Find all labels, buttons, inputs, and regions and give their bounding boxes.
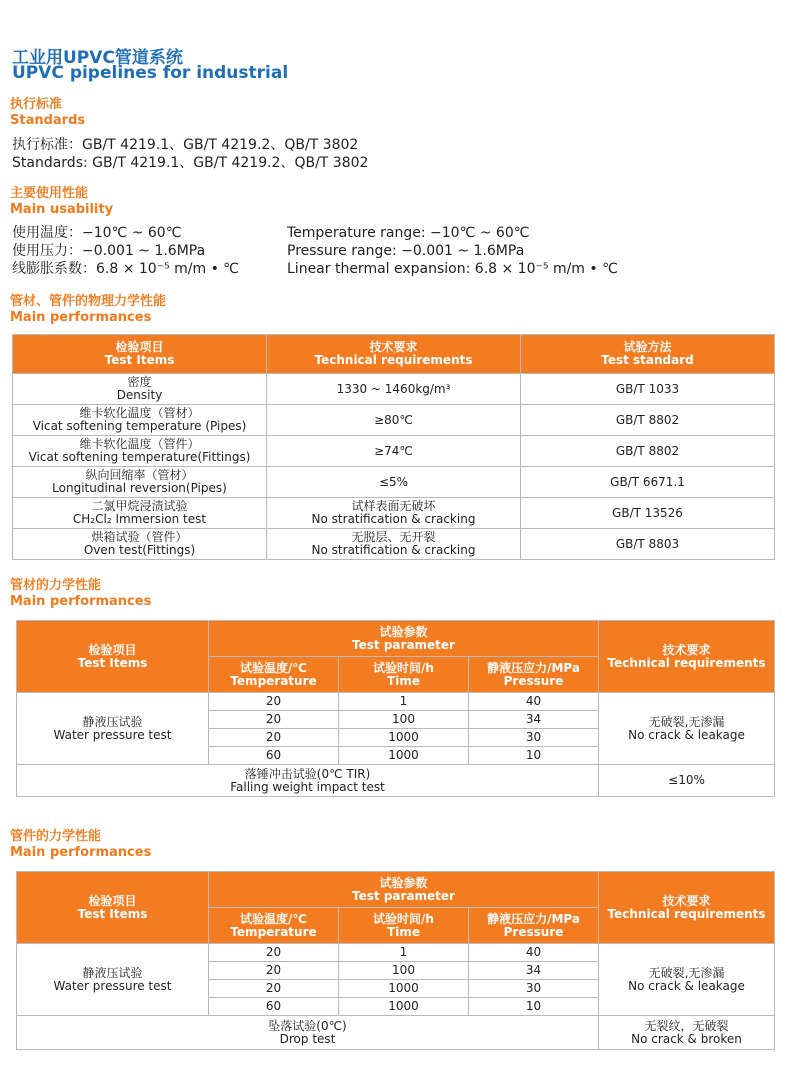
page-title-en: UPVC pipelines for industrial [12, 63, 289, 83]
header-temperature: 试验温度/℃ Temperature [209, 908, 339, 944]
table-row [17, 693, 775, 711]
standard-cell: GB/T 6671.1 [521, 467, 775, 498]
usability-right-0: Temperature range: −10℃ ~ 60℃ [287, 225, 530, 241]
pipes-heading-en: Main performances [10, 594, 152, 609]
time-cell: 100 [339, 962, 469, 980]
item-cell: 烘箱试验（管件） Oven test(Fittings) [13, 529, 267, 560]
page-title-cn: 工业用UPVC管道系统 [12, 48, 183, 68]
requirement-cell: 无破裂,无渗漏 No crack & leakage [599, 944, 775, 1016]
table-header-row [17, 872, 775, 908]
time-cell: 1 [339, 944, 469, 962]
table-row [13, 405, 775, 436]
item-cell: 纵向回缩率（管材） Longitudinal reversion(Pipes) [13, 467, 267, 498]
fittings-heading-en: Main performances [10, 845, 152, 860]
physical-heading-en: Main performances [10, 310, 152, 325]
water-pressure-test-cell: 静液压试验 Water pressure test [17, 693, 209, 765]
requirement-cell: 1330 ~ 1460kg/m³ [267, 374, 521, 405]
header-test-parameter: 试验参数 Test parameter [209, 621, 599, 657]
drop-test-cell: 坠落试验(0℃) Drop test [17, 1016, 599, 1050]
pressure-cell: 10 [469, 998, 599, 1016]
header-test-items: 检验项目 Test Items [17, 872, 209, 944]
requirement-cell: ≤5% [267, 467, 521, 498]
usability-left-2: 线膨胀系数：6.8 × 10⁻⁵ m/m • ℃ [12, 261, 240, 277]
usability-right-2: Linear thermal expansion: 6.8 × 10⁻⁵ m/m • ℃ [287, 261, 618, 277]
usability-left-0: 使用温度：−10℃ ~ 60℃ [12, 225, 182, 241]
time-cell: 1000 [339, 980, 469, 998]
usability-left-1: 使用压力：−0.001 ~ 1.6MPa [12, 243, 206, 259]
time-cell: 1000 [339, 747, 469, 765]
usability-right-1: Pressure range: −0.001 ~ 1.6MPa [287, 243, 525, 259]
temperature-cell: 20 [209, 711, 339, 729]
table-row [17, 765, 775, 797]
time-cell: 1 [339, 693, 469, 711]
item-cell: 维卡软化温度（管件） Vicat softening temperature(Fittings) [13, 436, 267, 467]
time-cell: 1000 [339, 729, 469, 747]
physical-table [12, 334, 775, 560]
table-header-row [17, 621, 775, 657]
standards-line-cn: 执行标准：GB/T 4219.1、GB/T 4219.2、QB/T 3802 [12, 137, 359, 153]
physical-heading [10, 294, 166, 326]
header-pressure: 静液压应力/MPa Pressure [469, 657, 599, 693]
standards-heading [10, 97, 85, 129]
requirement-cell: ≥80℃ [267, 405, 521, 436]
standards-heading-cn: 执行标准 [10, 97, 63, 112]
requirement-cell: ≥74℃ [267, 436, 521, 467]
requirement-cell: 无裂纹，无破裂 No crack & broken [599, 1016, 775, 1050]
fittings-heading [10, 829, 151, 861]
water-pressure-test-cell: 静液压试验 Water pressure test [17, 944, 209, 1016]
table-row [17, 944, 775, 962]
header-temperature: 试验温度/℃ Temperature [209, 657, 339, 693]
temperature-cell: 20 [209, 729, 339, 747]
pressure-cell: 40 [469, 693, 599, 711]
table-row [13, 374, 775, 405]
table-row [13, 436, 775, 467]
temperature-cell: 20 [209, 980, 339, 998]
fittings-table [16, 871, 775, 1050]
temperature-cell: 20 [209, 962, 339, 980]
falling-weight-test-cell: 落锤冲击试验(0℃ TIR) Falling weight impact test [17, 765, 599, 797]
header-time: 试验时间/h Time [339, 657, 469, 693]
header-test-items: 检验项目 Test Items [13, 335, 267, 374]
usability-heading-en: Main usability [10, 202, 114, 217]
pressure-cell: 10 [469, 747, 599, 765]
pressure-cell: 30 [469, 729, 599, 747]
temperature-cell: 60 [209, 747, 339, 765]
header-technical-requirements: 技术要求 Technical requirements [599, 621, 775, 693]
temperature-cell: 20 [209, 944, 339, 962]
usability-heading-cn: 主要使用性能 [10, 186, 89, 201]
standard-cell: GB/T 8802 [521, 405, 775, 436]
pipes-heading [10, 578, 151, 610]
table-row [17, 1016, 775, 1050]
temperature-cell: 60 [209, 998, 339, 1016]
header-test-parameter: 试验参数 Test parameter [209, 872, 599, 908]
header-test-items: 检验项目 Test Items [17, 621, 209, 693]
table-row [13, 529, 775, 560]
header-test-standard: 试验方法 Test standard [521, 335, 775, 374]
header-pressure: 静液压应力/MPa Pressure [469, 908, 599, 944]
pressure-cell: 34 [469, 962, 599, 980]
fittings-heading-cn: 管件的力学性能 [10, 829, 102, 844]
standard-cell: GB/T 13526 [521, 498, 775, 529]
pressure-cell: 40 [469, 944, 599, 962]
time-cell: 100 [339, 711, 469, 729]
requirement-cell: 无破裂,无渗漏 No crack & leakage [599, 693, 775, 765]
requirement-cell: 试样表面无破坏 No stratification & cracking [267, 498, 521, 529]
requirement-cell: 无脱层、无开裂 No stratification & cracking [267, 529, 521, 560]
pipes-table [16, 620, 775, 797]
header-time: 试验时间/h Time [339, 908, 469, 944]
header-technical-requirements: 技术要求 Technical requirements [267, 335, 521, 374]
table-header-row [13, 335, 775, 374]
standards-line-en: Standards: GB/T 4219.1、GB/T 4219.2、QB/T 3802 [12, 155, 369, 171]
temperature-cell: 20 [209, 693, 339, 711]
physical-heading-cn: 管材、管件的物理力学性能 [10, 294, 167, 309]
pipes-heading-cn: 管材的力学性能 [10, 578, 102, 593]
requirement-cell: ≤10% [599, 765, 775, 797]
standard-cell: GB/T 8803 [521, 529, 775, 560]
table-row [13, 467, 775, 498]
header-technical-requirements: 技术要求 Technical requirements [599, 872, 775, 944]
time-cell: 1000 [339, 998, 469, 1016]
item-cell: 二氯甲烷浸渍试验 CH₂Cl₂ Immersion test [13, 498, 267, 529]
item-cell: 维卡软化温度（管材） Vicat softening temperature (Pipes) [13, 405, 267, 436]
usability-heading [10, 186, 113, 218]
pressure-cell: 30 [469, 980, 599, 998]
standard-cell: GB/T 8802 [521, 436, 775, 467]
standard-cell: GB/T 1033 [521, 374, 775, 405]
table-row [13, 498, 775, 529]
item-cell: 密度 Density [13, 374, 267, 405]
pressure-cell: 34 [469, 711, 599, 729]
standards-heading-en: Standards [10, 113, 86, 128]
